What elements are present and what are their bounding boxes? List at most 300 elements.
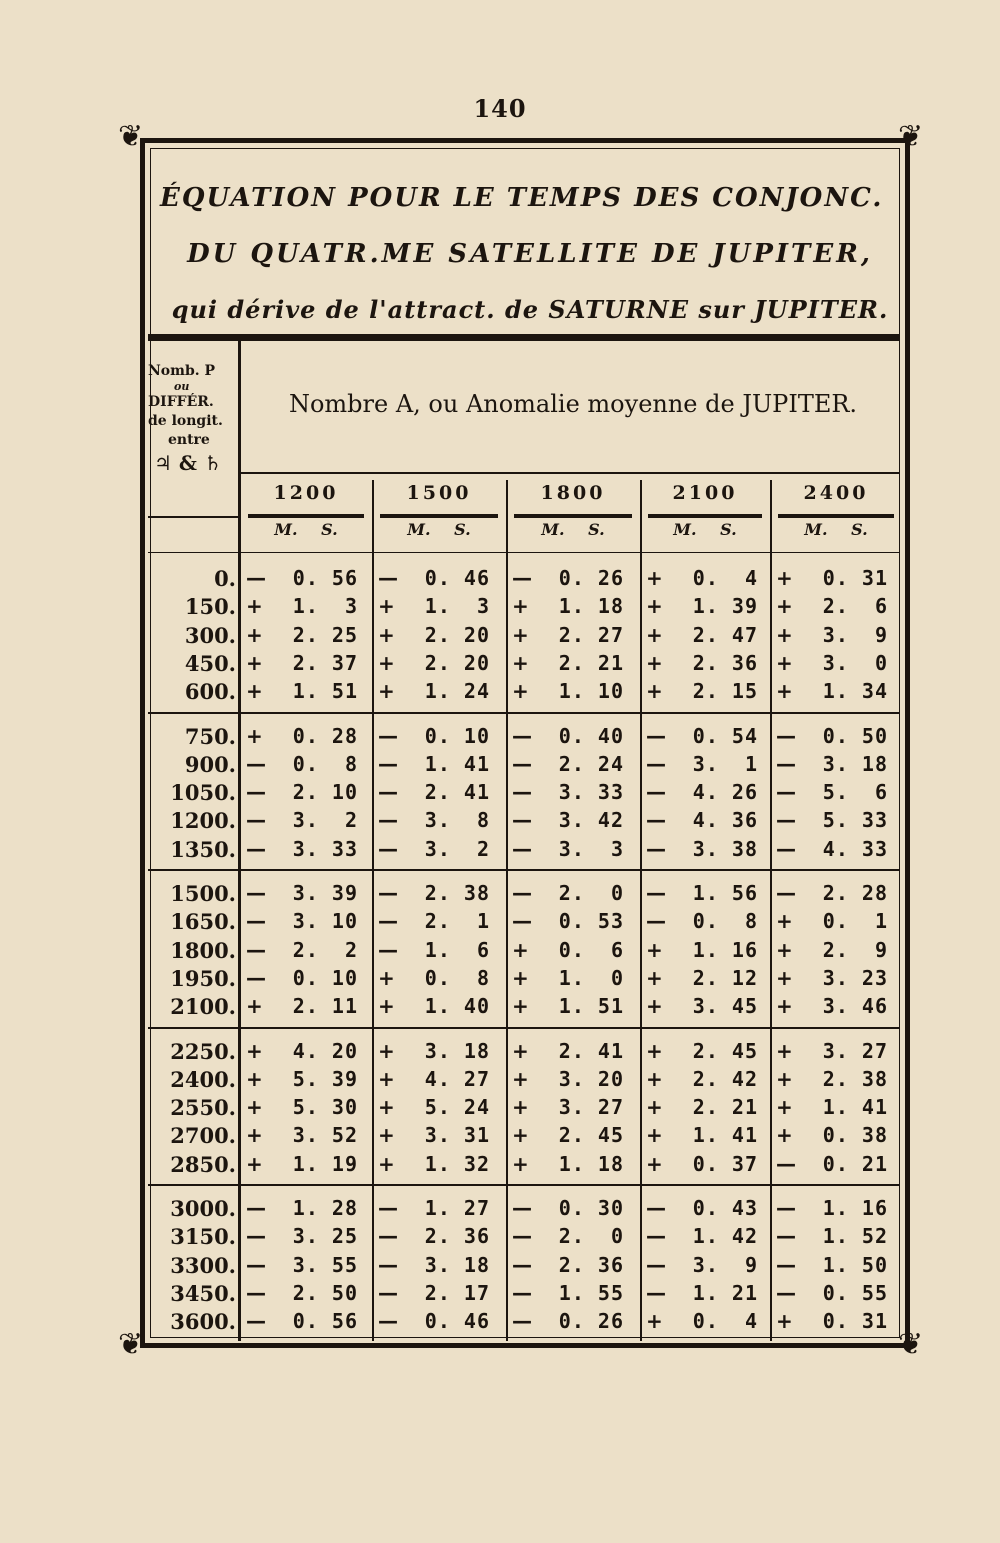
table-cell [378, 1123, 500, 1147]
row-header-line: de longit. [148, 413, 223, 429]
cell-value: 0. 31 [822, 566, 888, 590]
cell-value: 2. 11 [292, 994, 358, 1019]
sign-symbol: — [246, 780, 266, 805]
table-cell [246, 909, 366, 933]
sign-symbol: + [378, 994, 395, 1019]
table-cell [646, 566, 764, 590]
cell-value: 2. 6 [822, 594, 888, 619]
table-cell [378, 909, 500, 933]
table-cell [246, 651, 366, 675]
sign-symbol: — [378, 780, 398, 805]
sign-symbol: + [776, 566, 793, 590]
sign-symbol: + [246, 1095, 263, 1120]
sign-symbol: + [776, 937, 793, 962]
table-cell [246, 1039, 366, 1063]
sign-symbol: + [776, 965, 793, 990]
sign-symbol: — [646, 836, 666, 861]
sign-symbol: — [646, 881, 666, 905]
table-cell [646, 966, 764, 990]
sign-symbol: — [246, 1224, 266, 1249]
cell-value: 0. 28 [292, 723, 358, 748]
table-cell [246, 808, 366, 832]
row-label: 3300. [170, 1252, 236, 1278]
sign-symbol: — [246, 751, 266, 776]
sign-symbol: + [246, 1151, 263, 1176]
table-cell [776, 1039, 896, 1063]
table-cell [246, 938, 366, 962]
sign-symbol: — [246, 1196, 266, 1220]
sign-symbol: — [512, 909, 532, 934]
cell-value: 0. 50 [822, 723, 888, 748]
table-cell [246, 1309, 366, 1333]
table-cell [512, 679, 634, 703]
cell-value: 1. 16 [822, 1196, 888, 1220]
cell-value: 3. 3 [558, 836, 624, 861]
cell-value: 3. 39 [292, 881, 358, 905]
sign-symbol: — [776, 1280, 796, 1305]
table-cell [246, 881, 366, 905]
divider [148, 334, 900, 341]
cell-value: 2. 38 [424, 881, 490, 905]
sign-symbol: + [378, 1066, 395, 1091]
divider [380, 514, 498, 518]
table-cell [378, 994, 500, 1018]
sign-symbol: + [646, 1095, 663, 1120]
sign-symbol: — [378, 723, 398, 748]
table-cell [646, 1123, 764, 1147]
column-header: 1500 [406, 482, 472, 504]
cell-value: 1. 6 [424, 937, 490, 962]
page-number: 140 [473, 94, 527, 123]
sign-symbol: + [246, 723, 263, 748]
sign-symbol: — [378, 751, 398, 776]
table-cell [776, 623, 896, 647]
cell-value: 3. 33 [292, 836, 358, 861]
table-cell [246, 837, 366, 861]
table-cell [512, 1196, 634, 1220]
sign-symbol: + [776, 1038, 793, 1063]
sign-symbol: — [378, 1252, 398, 1277]
sign-symbol: + [246, 650, 263, 675]
cell-value: 3. 2 [424, 836, 490, 861]
cell-value: 3. 18 [424, 1252, 490, 1277]
cell-value: 2. 27 [558, 622, 624, 647]
cell-value: 3. 9 [692, 1252, 758, 1277]
sign-symbol: + [646, 965, 663, 990]
table-cell [776, 1067, 896, 1091]
table-cell [378, 881, 500, 905]
table-cell [646, 594, 764, 618]
table-cell [776, 752, 896, 776]
column-subheader: M. S. [541, 520, 605, 539]
cell-value: 3. 27 [822, 1038, 888, 1063]
sign-symbol: + [776, 679, 793, 704]
cell-value: 0. 40 [558, 723, 624, 748]
cell-value: 3. 9 [822, 622, 888, 647]
table-cell [646, 909, 764, 933]
cell-value: 1. 24 [424, 679, 490, 704]
cell-value: 3. 0 [822, 650, 888, 675]
sign-symbol: — [246, 808, 266, 833]
cell-value: 1. 21 [692, 1280, 758, 1305]
column-subheader: M. S. [274, 520, 338, 539]
sign-symbol: — [512, 780, 532, 805]
table-cell [378, 1152, 500, 1176]
divider [148, 1027, 900, 1029]
column-subheader: M. S. [804, 520, 868, 539]
table-cell [646, 1224, 764, 1248]
row-label: 750. [184, 723, 236, 749]
row-label: 3450. [170, 1280, 236, 1306]
cell-value: 2. 36 [558, 1252, 624, 1277]
table-cell [378, 1281, 500, 1305]
row-label: 1650. [170, 909, 236, 935]
cell-value: 4. 36 [692, 808, 758, 833]
cell-value: 3. 23 [822, 965, 888, 990]
table-cell [378, 651, 500, 675]
table-cell [776, 1281, 896, 1305]
sign-symbol: — [776, 1196, 796, 1220]
table-cell [646, 1196, 764, 1220]
cell-value: 2. 36 [692, 650, 758, 675]
table-cell [378, 938, 500, 962]
row-header-line: Nomb. P [148, 363, 216, 379]
sign-symbol: + [646, 650, 663, 675]
cell-value: 0. 8 [292, 751, 358, 776]
cell-value: 2. 28 [822, 881, 888, 905]
cell-value: 1. 10 [558, 679, 624, 704]
table-cell [646, 808, 764, 832]
sign-symbol: + [512, 679, 529, 704]
cell-value: 0. 10 [424, 723, 490, 748]
row-label: 1050. [170, 780, 236, 806]
table-cell [512, 594, 634, 618]
cell-value: 2. 2 [292, 937, 358, 962]
cell-value: 4. 20 [292, 1038, 358, 1063]
table-cell [378, 1253, 500, 1277]
sign-symbol: — [246, 1309, 266, 1334]
sign-symbol: — [776, 751, 796, 776]
cell-value: 1. 41 [692, 1123, 758, 1148]
sign-symbol: — [246, 881, 266, 905]
table-cell [246, 1224, 366, 1248]
table-cell [378, 1067, 500, 1091]
cell-value: 2. 50 [292, 1280, 358, 1305]
cell-value: 2. 0 [558, 1224, 624, 1249]
sign-symbol: — [512, 1224, 532, 1249]
cell-value: 1. 27 [424, 1196, 490, 1220]
sign-symbol: + [776, 622, 793, 647]
cell-value: 0. 8 [692, 909, 758, 934]
divider [506, 480, 508, 1341]
sign-symbol: + [646, 566, 663, 590]
cell-value: 5. 6 [822, 780, 888, 805]
table-cell [246, 1067, 366, 1091]
cell-value: 0. 31 [822, 1309, 888, 1334]
sign-symbol: — [646, 1224, 666, 1249]
cell-value: 3. 1 [692, 751, 758, 776]
table-cell [246, 1152, 366, 1176]
row-header-line: ♃ & ♄ [154, 451, 222, 475]
sign-symbol: + [512, 650, 529, 675]
sign-symbol: — [646, 1280, 666, 1305]
cell-value: 1. 28 [292, 1196, 358, 1220]
cell-value: 0. 10 [292, 965, 358, 990]
sign-symbol: + [646, 937, 663, 962]
cell-value: 2. 17 [424, 1280, 490, 1305]
sign-symbol: + [776, 1309, 793, 1334]
table-cell [646, 994, 764, 1018]
table-cell [246, 1253, 366, 1277]
sign-symbol: — [378, 836, 398, 861]
table-cell [512, 909, 634, 933]
table-cell [776, 1196, 896, 1220]
sign-symbol: — [512, 1280, 532, 1305]
table-cell [378, 966, 500, 990]
cell-value: 1. 3 [292, 594, 358, 619]
table-cell [378, 1224, 500, 1248]
divider [238, 341, 241, 1341]
cell-value: 1. 55 [558, 1280, 624, 1305]
sign-symbol: — [512, 751, 532, 776]
table-cell [512, 752, 634, 776]
table-cell [776, 679, 896, 703]
table-cell [776, 909, 896, 933]
table-cell [246, 1123, 366, 1147]
sign-symbol: + [378, 1151, 395, 1176]
table-cell [246, 724, 366, 748]
cell-value: 0. 56 [292, 566, 358, 590]
table-title [160, 170, 900, 338]
title-line-1: ÉQUATION POUR LE TEMPS DES CONJONC. [160, 183, 884, 213]
sign-symbol: + [776, 1123, 793, 1148]
sign-symbol: + [776, 1095, 793, 1120]
table-cell [512, 1039, 634, 1063]
table-cell [646, 1281, 764, 1305]
cell-value: 2. 10 [292, 780, 358, 805]
sign-symbol: + [512, 965, 529, 990]
table-cell [776, 594, 896, 618]
sign-symbol: — [378, 1224, 398, 1249]
table-cell [512, 651, 634, 675]
divider [148, 1184, 900, 1186]
cell-value: 4. 26 [692, 780, 758, 805]
cell-value: 2. 24 [558, 751, 624, 776]
sign-symbol: — [646, 909, 666, 934]
sign-symbol: + [512, 937, 529, 962]
row-label: 1500. [170, 881, 236, 906]
cell-value: 1. 32 [424, 1151, 490, 1176]
sign-symbol: + [246, 994, 263, 1019]
divider [240, 472, 900, 474]
cell-value: 3. 52 [292, 1123, 358, 1148]
table-cell [378, 1039, 500, 1063]
table-cell [246, 594, 366, 618]
row-header [148, 362, 240, 476]
sign-symbol: + [776, 909, 793, 934]
sign-symbol: — [246, 566, 266, 590]
divider [248, 514, 364, 518]
table-cell [512, 1067, 634, 1091]
sign-symbol: — [776, 1151, 796, 1176]
sign-symbol: + [246, 1066, 263, 1091]
table-cell [646, 752, 764, 776]
table-cell [646, 724, 764, 748]
sign-symbol: + [776, 594, 793, 619]
table-cell [776, 566, 896, 590]
sign-symbol: — [512, 723, 532, 748]
cell-value: 5. 33 [822, 808, 888, 833]
table-cell [646, 1095, 764, 1119]
sign-symbol: + [246, 679, 263, 704]
sign-symbol: + [646, 994, 663, 1019]
table-cell [776, 881, 896, 905]
sign-symbol: — [246, 836, 266, 861]
sign-symbol: — [646, 723, 666, 748]
title-line-3: qui dérive de l'attract. de SATURNE sur JUPITER. [171, 295, 889, 324]
cell-value: 3. 31 [424, 1123, 490, 1148]
cell-value: 2. 1 [424, 909, 490, 934]
cell-value: 2. 20 [424, 622, 490, 647]
sign-symbol: — [512, 566, 532, 590]
sign-symbol: + [512, 1066, 529, 1091]
table-cell [246, 780, 366, 804]
cell-value: 1. 18 [558, 1151, 624, 1176]
cell-value: 0. 46 [424, 1309, 490, 1334]
sign-symbol: + [512, 994, 529, 1019]
sign-symbol: — [512, 836, 532, 861]
table-cell [646, 651, 764, 675]
table-cell [776, 1152, 896, 1176]
cell-value: 2. 45 [692, 1038, 758, 1063]
cell-value: 2. 38 [822, 1066, 888, 1091]
cell-value: 1. 16 [692, 937, 758, 962]
column-header: 2400 [803, 482, 869, 504]
cell-value: 0. 1 [822, 909, 888, 934]
sign-symbol: — [512, 881, 532, 905]
sign-symbol: + [378, 594, 395, 619]
sign-symbol: + [512, 1038, 529, 1063]
cell-value: 0. 46 [424, 566, 490, 590]
table-cell [776, 966, 896, 990]
cell-value: 3. 2 [292, 808, 358, 833]
cell-value: 3. 46 [822, 994, 888, 1019]
row-label: 0. [214, 566, 236, 591]
row-label: 1350. [170, 836, 236, 862]
sign-symbol: + [378, 965, 395, 990]
cell-value: 2. 42 [692, 1066, 758, 1091]
sign-symbol: — [776, 836, 796, 861]
column-group-title: Nombre A, ou Anomalie moyenne de JUPITER. [288, 390, 858, 418]
sign-symbol: + [512, 1151, 529, 1176]
sign-symbol: + [646, 594, 663, 619]
table-cell [512, 808, 634, 832]
table-cell [512, 966, 634, 990]
cell-value: 0. 56 [292, 1309, 358, 1334]
cell-value: 1. 51 [292, 679, 358, 704]
cell-value: 3. 27 [558, 1095, 624, 1120]
sign-symbol: + [776, 994, 793, 1019]
table-cell [512, 623, 634, 647]
sign-symbol: + [378, 1038, 395, 1063]
row-header-line: ou [174, 380, 190, 393]
cell-value: 2. 41 [558, 1038, 624, 1063]
sign-symbol: + [246, 1038, 263, 1063]
cell-value: 1. 41 [424, 751, 490, 776]
sign-symbol: — [646, 808, 666, 833]
table-cell [646, 1152, 764, 1176]
cell-value: 1. 52 [822, 1224, 888, 1249]
sign-symbol: + [646, 1309, 663, 1334]
divider [770, 480, 772, 1341]
table-cell [378, 752, 500, 776]
row-label: 300. [184, 622, 236, 648]
sign-symbol: — [246, 965, 266, 990]
row-label: 900. [184, 751, 236, 777]
cell-value: 3. 55 [292, 1252, 358, 1277]
cell-value: 2. 21 [558, 650, 624, 675]
row-label: 2400. [170, 1066, 236, 1092]
row-label: 3000. [170, 1196, 236, 1221]
row-label: 3600. [170, 1309, 236, 1335]
table-cell [512, 938, 634, 962]
table-cell [776, 1253, 896, 1277]
table-cell [512, 1123, 634, 1147]
cell-value: 2. 41 [424, 780, 490, 805]
cell-value: 1. 50 [822, 1252, 888, 1277]
sign-symbol: + [512, 622, 529, 647]
row-label: 450. [184, 650, 236, 676]
ornament-icon: ❦ [118, 1327, 144, 1362]
cell-value: 0. 53 [558, 909, 624, 934]
sign-symbol: — [776, 1252, 796, 1277]
cell-value: 1. 18 [558, 594, 624, 619]
table-cell [378, 679, 500, 703]
table-cell [646, 780, 764, 804]
table-cell [776, 808, 896, 832]
cell-value: 0. 54 [692, 723, 758, 748]
cell-value: 3. 18 [822, 751, 888, 776]
cell-value: 1. 19 [292, 1151, 358, 1176]
cell-value: 0. 4 [692, 1309, 758, 1334]
table-cell [246, 623, 366, 647]
ornament-icon: ❦ [898, 1327, 924, 1362]
cell-value: 0. 6 [558, 937, 624, 962]
cell-value: 1. 56 [692, 881, 758, 905]
column-header: 1800 [540, 482, 606, 504]
table-cell [512, 780, 634, 804]
cell-value: 3. 25 [292, 1224, 358, 1249]
sign-symbol: + [378, 1095, 395, 1120]
column-subheader: M. S. [673, 520, 737, 539]
sign-symbol: + [776, 650, 793, 675]
table-cell [512, 566, 634, 590]
table-cell [378, 808, 500, 832]
cell-value: 2. 47 [692, 622, 758, 647]
divider [148, 516, 240, 518]
table-cell [378, 837, 500, 861]
cell-value: 0. 37 [692, 1151, 758, 1176]
sign-symbol: — [246, 1280, 266, 1305]
sign-symbol: + [378, 622, 395, 647]
table-cell [776, 1224, 896, 1248]
cell-value: 3. 8 [424, 808, 490, 833]
cell-value: 0. 38 [822, 1123, 888, 1148]
divider [148, 869, 900, 871]
sign-symbol: + [378, 1123, 395, 1148]
table-cell [776, 651, 896, 675]
cell-value: 5. 30 [292, 1095, 358, 1120]
